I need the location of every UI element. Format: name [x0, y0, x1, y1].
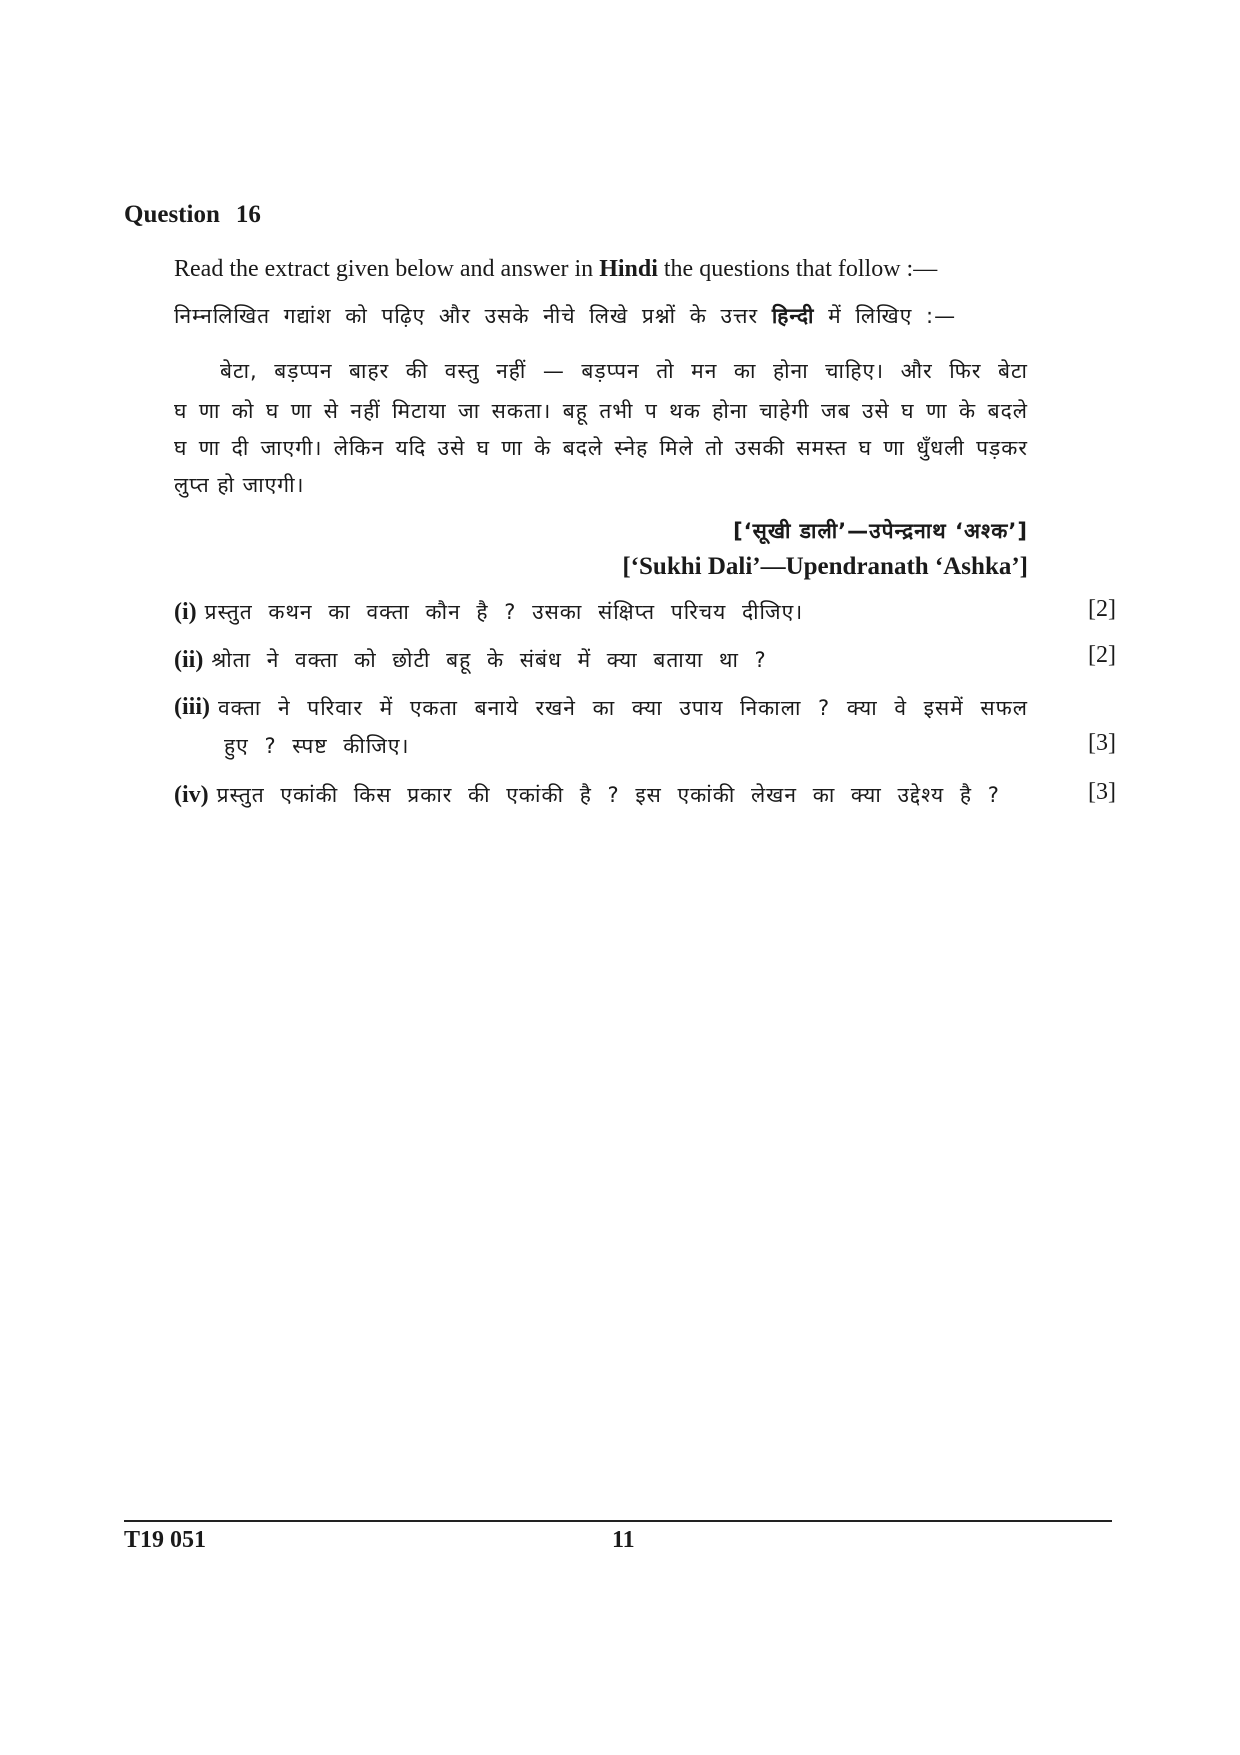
subquestion-2-marks: [2] [1088, 642, 1116, 668]
instruction-english-post: the questions that follow :— [657, 256, 938, 282]
footer-divider [124, 1520, 1112, 1522]
instruction-english-pre: Read the extract given below and answer in [174, 256, 600, 282]
subquestion-text: प्रस्तुत कथन का वक्ता कौन है ? उसका संक्षिप्त परिचय दीजिए। [204, 600, 804, 624]
subquestion-4-marks: [3] [1088, 779, 1116, 805]
subquestion-1-marks: [2] [1088, 596, 1116, 622]
paper-code: T19 051 [124, 1527, 207, 1553]
instruction-hindi-bold: हिन्दी [771, 304, 815, 328]
subquestion-1 [174, 598, 803, 626]
subquestion-text-line-2: हुए ? स्पष्ट कीजिए। [224, 734, 410, 758]
instruction-english-bold: Hindi [599, 256, 658, 282]
passage-line-2: घ णा को घ णा से नहीं मिटाया जा सकता। बहू तभी प थक होना चाहेगी जब उसे घ णा के बदले [174, 399, 1028, 423]
subquestion-4 [174, 781, 1000, 809]
question-label: Question [124, 201, 220, 228]
subquestion-label: (iii) [174, 694, 210, 720]
instruction-hindi-pre: निम्नलिखित गद्यांश को पढ़िए और उसके नीचे लिखे प्रश्नों के उत्तर [174, 304, 772, 328]
subquestion-text: प्रस्तुत एकांकी किस प्रकार की एकांकी है ? इस एकांकी लेखन का क्या उद्देश्य है ? [216, 783, 1000, 807]
subquestion-3 [174, 694, 1028, 760]
passage-line-3: घ णा दी जाएगी। लेकिन यदि उसे घ णा के बदले स्नेह मिले तो उसकी समस्त घ णा धुँधली पड़कर [174, 436, 1028, 460]
instruction-hindi-post: में लिखिए :— [814, 304, 957, 328]
instruction-hindi [174, 302, 956, 330]
page-number: 11 [612, 1527, 635, 1553]
question-number: 16 [235, 201, 261, 228]
subquestion-label: (ii) [174, 647, 204, 673]
passage-line-4: लुप्त हो जाएगी। [174, 473, 305, 497]
subquestion-label: (i) [174, 599, 197, 625]
subquestion-3-marks: [3] [1088, 730, 1116, 756]
instruction-english [174, 256, 937, 283]
subquestion-text: श्रोता ने वक्ता को छोटी बहू के संबंध में क्या बताया था ? [211, 648, 767, 672]
subquestion-text-line-1: वक्ता ने परिवार में एकता बनाये रखने का क्या उपाय निकाला ? क्या वे इसमें सफल [218, 696, 1028, 720]
subquestion-label: (iv) [174, 782, 209, 808]
passage-line-1: बेटा, बड़प्पन बाहर की वस्तु नहीं — बड़प्पन तो मन का होना चाहिए। और फिर बेटा [220, 359, 1028, 383]
subquestion-2 [174, 646, 767, 674]
citation-english: [‘Sukhi Dali’—Upendranath ‘Ashka’] [622, 553, 1028, 580]
question-heading [124, 201, 261, 229]
citation-hindi: [‘सूखी डाली’—उपेन्द्रनाथ ‘अश्क’] [733, 519, 1028, 543]
